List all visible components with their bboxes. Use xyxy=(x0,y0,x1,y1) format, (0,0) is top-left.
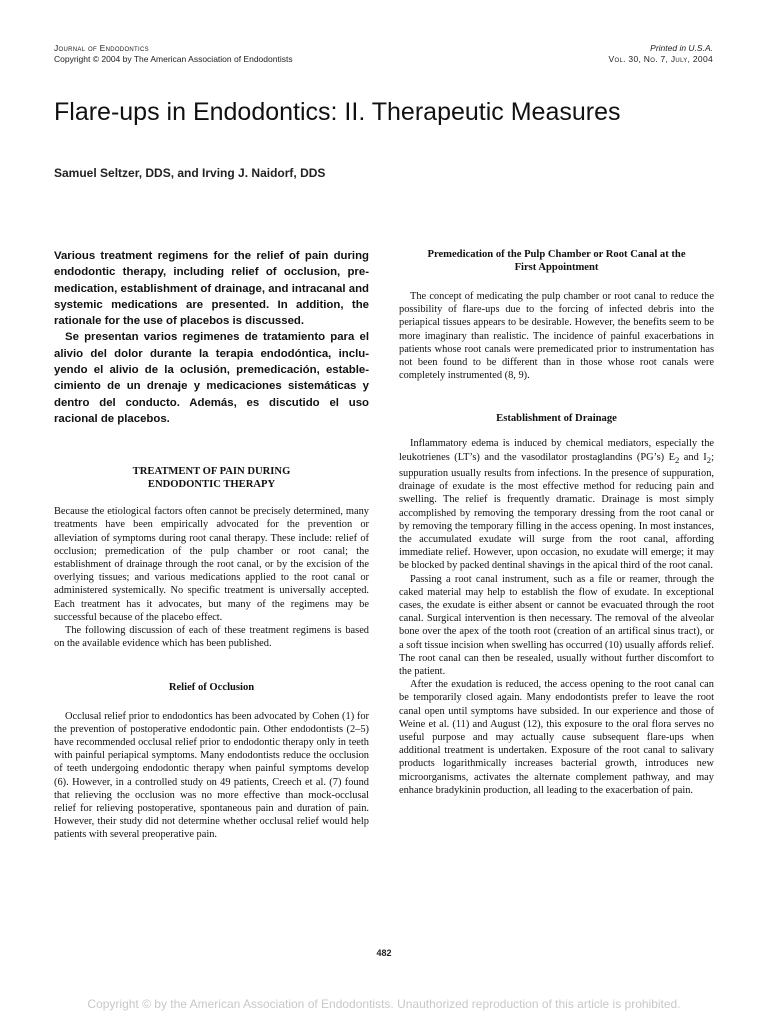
printed-in: Printed in U.S.A. xyxy=(650,43,713,53)
paragraph: The following discussion of each of these treatment regimens is based on the available evidence which has been published. xyxy=(54,625,369,650)
article-authors: Samuel Seltzer, DDS, and Irving J. Naidorf, DDS xyxy=(54,166,326,180)
running-header-left xyxy=(54,43,293,65)
abstract-english: Various treatment regimens for the relief of pain during endodontic therapy, including relief of occlusion, pre-medication, establishment of drainage, and intracanal and systemic medications are presented. In addition, the rationale for the use of placebos is discussed. xyxy=(54,250,369,328)
article-title: Flare-ups in Endodontics: II. Therapeutic Measures xyxy=(54,98,621,126)
section-body-treatment xyxy=(54,505,369,650)
page-number: 482 xyxy=(376,948,392,958)
copyright-line: Copyright © 2004 by The American Association of Endodontists xyxy=(54,54,293,64)
paragraph: The concept of medicating the pulp chamber or root canal to reduce the possibility of flare-ups due to the forcing of infected debris into the periapical tissues appears to be desirable. However, the benefits seem to be more imaginary than realistic. The incidence of painful exacerbations in patients whose root canals were premedicated prior to instrumentation has not been found to be different than in those whose root canals were completely instrumented (8, 9). xyxy=(399,291,714,382)
section-body-drainage xyxy=(399,437,714,797)
section-heading-drainage: Establishment of Drainage xyxy=(496,413,617,425)
abstract xyxy=(54,248,369,427)
paragraph: Because the etiological factors often cannot be precisely determined, many treatments have been empirically advocated for the prevention or alleviation of symptoms during root canal therapy. These include: relief of occlusion; premedication of the pulp chamber or root canal; the establishment of drainage through the root canal, or by the excision of the overlying tissues; and various medications applied to the root canal or administered systemically. No specific treatment is universally accepted. Each treatment has it advocates, but many of the regimens may be successful because of the placebo effect. xyxy=(54,506,369,623)
section-body-premedication xyxy=(399,290,714,382)
paragraph: Inflammatory edema is induced by chemical mediators, especially the leukotrienes (LT’s) and the vasodilator prostaglandins (PG’s) $E_2$ and $I_2$; suppuration usually results from infections. In the presence of suppuration, drainage of exudate is the most effective method for reducing pain and swelling. The relief is frequently dramatic. Drainage is most simply accomplished by removing the temporary dressing from the root canal or by removing the temporary filling in the access opening. In most instances, the accumulated exudate will surge from the root canal, affording immediate relief. However, upon occasion, no exudate will emerge; it may be blocked by packed dentinal shavings in the apical third of the root canal. xyxy=(399,438,714,572)
left-column xyxy=(54,248,369,842)
section-heading-occlusion: Relief of Occlusion xyxy=(168,681,255,693)
volume-info: Vol. 30, No. 7, July, 2004 xyxy=(608,54,713,64)
paragraph: Occlusal relief prior to endodontics has been advocated by Cohen (1) for the prevention of postoperative endodontic pain. Other endodontists (2–5) have recommended occlusal relief prior to endodontic therapy only in teeth with painful periapical symptoms. Many endodontists reduce the occlusion of teeth undergoing endodontic therapy when painful symptoms develop (6). However, in a controlled study on 49 patients, Creech et al. (7) found that relieving the occlusion was no more effective than mock-occlusal relief for relieving postoperative, spontaneous pain and duration of pain. However, their study did not determine whether occlusal relief would help patients with several preoperative pain. xyxy=(54,710,369,841)
section-heading-premedication: Premedication of the Pulp Chamber or Root Canal at the First Appointment xyxy=(427,249,686,273)
abstract-spanish: Se presentan varios regimenes de tratamiento para el alivio del dolor durante la terapia endodóntica, inclu-yendo el alivio de la oclusión, premedicación, estable-cimiento de un drenaje y medicaciones sistemáticas y dentro del conducto. Además, es discutido el uso racional de placebos. xyxy=(54,331,369,425)
section-heading-treatment: TREATMENT OF PAIN DURING ENDODONTIC THERAPY xyxy=(132,466,291,491)
section-body-occlusion xyxy=(54,710,369,842)
paragraph: After the exudation is reduced, the access opening to the root canal can be temporarily closed again. Many endodontists prefer to leave the root canal open until symptoms have subsided. In our experience and those of Weine et al. (11) and August (12), this exposure to the oral flora serves no useful purpose and may actually cause subsequent flare-ups when additional treatment is undertaken. Exposure of the root canal to salivary products logarithmically increases bacterial growth, introduces new microorganisms, activates the alternate complement pathway, and may enhance bradykinin production, all leading to the exacerbation of pain. xyxy=(399,679,714,796)
running-header-right xyxy=(609,43,713,65)
right-column xyxy=(399,248,714,797)
journal-name: Journal of Endodontics xyxy=(54,43,149,53)
copyright-watermark: Copyright © by the American Association of Endodontists. Unauthorized reproduction of this article is prohibited. xyxy=(87,997,681,1011)
paragraph: Passing a root canal instrument, such as a file or reamer, through the caked material may help to establish the flow of exudate. In exceptional cases, the exudate is either absent or cannot be evacuated through the root canal. Surgical intervention is then necessary. The removal of the alveolar bone over the apex of the tooth root (creation of an artifical sinus tract), or a soft tissue incision when swelling has occurred (10) usually affords relief. The root canal can then be resealed, usually without further discomfort to the patient. xyxy=(399,573,714,677)
